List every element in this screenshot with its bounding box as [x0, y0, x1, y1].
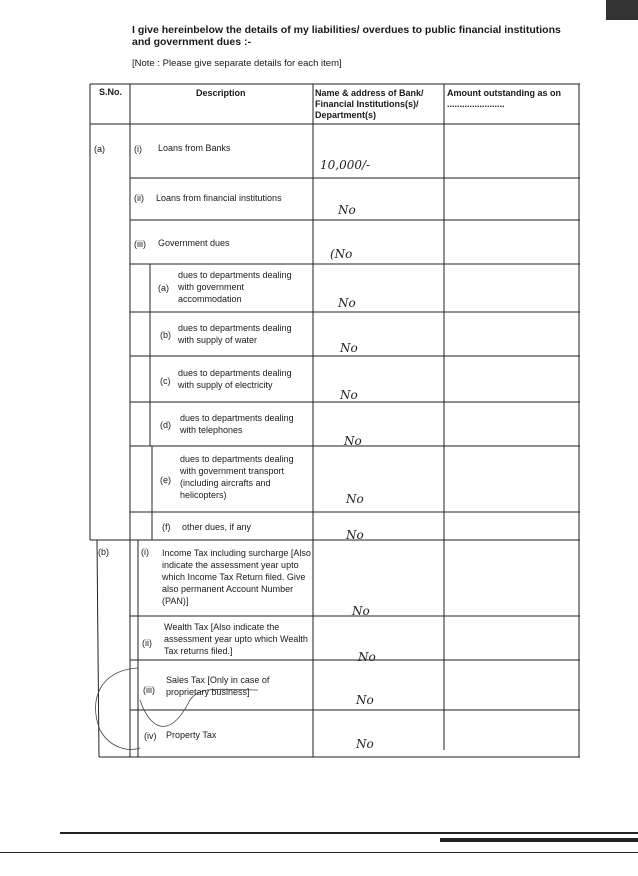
row-desc: other dues, if any	[182, 522, 252, 532]
row-handwritten-value: No	[356, 693, 374, 707]
row-handwritten-value: No	[352, 604, 370, 618]
scan-artifact	[60, 832, 638, 834]
row-desc: dues to departments dealing with government transport (including aircrafts and helicopters)	[180, 454, 294, 500]
row-handwritten-value: No	[338, 296, 356, 310]
row-desc: Income Tax including surcharge [Also indicate the assessment year upto which Income Tax Return filed. Give also permanent Account Number (PAN)]	[162, 548, 311, 606]
row-num: (i)	[134, 144, 142, 154]
row-handwritten-value: No	[338, 203, 356, 217]
row-handwritten-value: (No	[330, 247, 353, 261]
row-desc: dues to departments dealing with supply of water	[178, 323, 292, 345]
row-num: (e)	[160, 475, 171, 485]
row-handwritten-value: No	[346, 492, 364, 506]
row-desc: dues to departments dealing with government accommodation	[178, 270, 292, 304]
row-num: (i)	[141, 547, 149, 557]
scan-artifact	[606, 0, 638, 20]
row-desc: Property Tax	[166, 730, 217, 740]
row-num: (iii)	[143, 685, 155, 695]
row-num: (a)	[158, 283, 169, 293]
header-bank: Name & address of Bank/ Financial Institutions(s)/ Department(s)	[315, 88, 424, 120]
row-handwritten-value: No	[340, 341, 358, 355]
row-handwritten-value: No	[340, 388, 358, 402]
note-text: [Note : Please give separate details for each item]	[132, 58, 342, 69]
row-num: (c)	[160, 376, 171, 386]
row-num: (d)	[160, 420, 171, 430]
row-handwritten-value: No	[346, 528, 364, 542]
intro-text: I give hereinbelow the details of my liabilities/ overdues to public financial institutions and government dues :-	[132, 24, 561, 48]
row-desc: Government dues	[158, 238, 230, 248]
row-desc: Loans from financial institutions	[156, 193, 282, 203]
row-desc: Sales Tax [Only in case of proprietary business]	[166, 675, 270, 697]
row-num: (ii)	[142, 638, 152, 648]
row-desc: dues to departments dealing with supply of electricity	[178, 368, 292, 390]
scan-artifact	[440, 838, 638, 842]
row-handwritten-value: No	[344, 434, 362, 448]
header-amount: Amount outstanding as on .......................	[447, 88, 561, 109]
row-desc: Wealth Tax [Also indicate the assessment year upto which Wealth Tax returns filed.]	[164, 622, 308, 656]
scan-artifact	[0, 852, 638, 853]
header-description: Description	[196, 88, 246, 98]
row-sno: (b)	[98, 547, 109, 557]
row-desc: dues to departments dealing with telephones	[180, 413, 294, 435]
row-num: (b)	[160, 330, 171, 340]
row-handwritten-value: No	[358, 650, 376, 664]
row-num: (iv)	[144, 731, 157, 741]
row-handwritten-value: 10,000/-	[320, 158, 371, 172]
row-desc: Loans from Banks	[158, 143, 231, 153]
row-handwritten-value: No	[356, 737, 374, 751]
row-num: (ii)	[134, 193, 144, 203]
row-num: (iii)	[134, 239, 146, 249]
row-sno: (a)	[94, 144, 105, 154]
header-sno: S.No.	[99, 87, 123, 97]
row-num: (f)	[162, 522, 171, 532]
